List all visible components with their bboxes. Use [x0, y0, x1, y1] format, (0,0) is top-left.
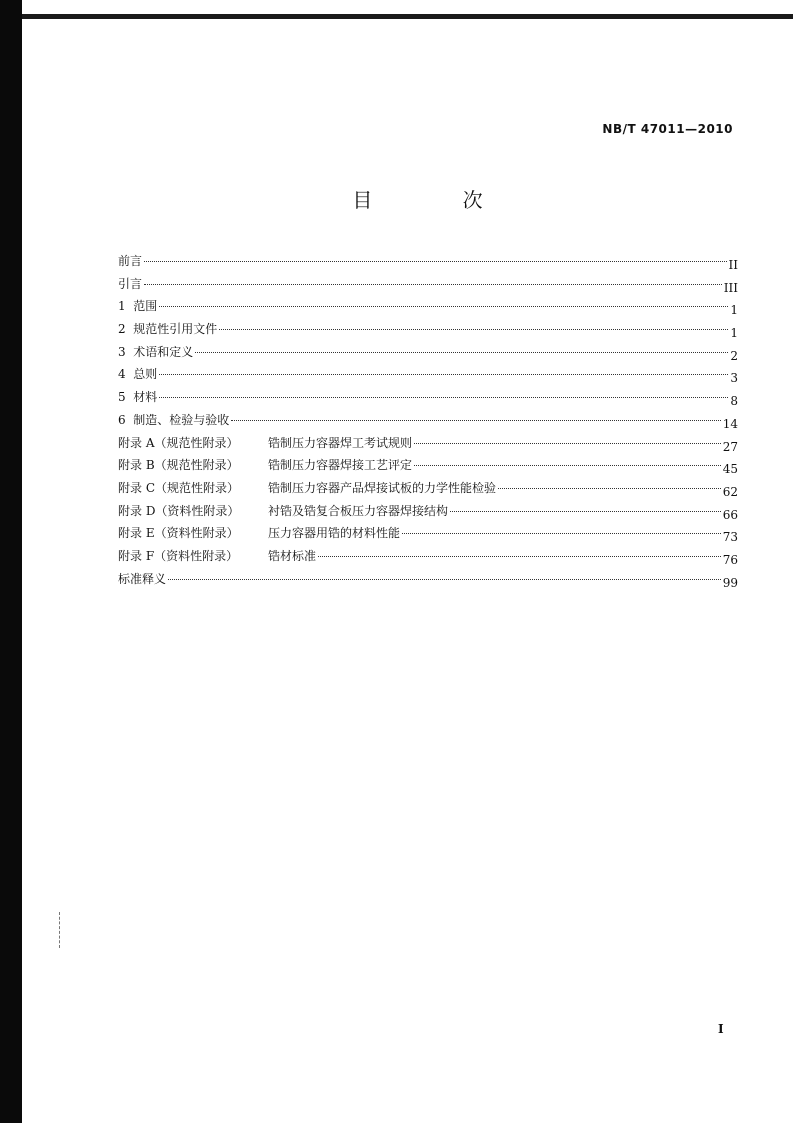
toc-leader-dots — [219, 329, 728, 330]
toc-entry[interactable] — [118, 386, 738, 409]
toc-entry[interactable] — [118, 363, 738, 386]
toc-entry-label: 锆制压力容器焊工考试规则 — [268, 435, 413, 450]
toc-entry-page: 62 — [722, 484, 738, 499]
toc-entry-page: 1 — [730, 326, 738, 341]
toc-entry-label: 衬锆及锆复合板压力容器焊接结构 — [268, 503, 449, 518]
toc-entry-prefix: 附录 B（规范性附录） — [118, 458, 239, 473]
toc-entry[interactable] — [118, 500, 738, 523]
toc-entry[interactable] — [118, 568, 738, 591]
toc-leader-dots — [231, 420, 720, 421]
toc-entry-prefix: 附录 D（资料性附录） — [118, 503, 240, 518]
toc-entry-label: 3 术语和定义 — [118, 344, 194, 359]
toc-entry[interactable] — [118, 273, 738, 296]
toc-entry[interactable] — [118, 545, 738, 568]
toc-leader-dots — [144, 284, 722, 285]
scan-border-top — [22, 14, 793, 19]
toc-entry-label: 标准释义 — [118, 571, 167, 586]
scan-border-left — [0, 0, 22, 1123]
toc-entry-label: 5 材料 — [118, 390, 158, 405]
toc-leader-dots — [450, 511, 721, 512]
toc-leader-dots — [159, 374, 728, 375]
toc-entry-page: 45 — [722, 462, 738, 477]
toc-entry[interactable] — [118, 477, 738, 500]
toc-entry[interactable] — [118, 522, 738, 545]
toc-entry-page: 73 — [722, 530, 738, 545]
toc-entry-prefix: 附录 F（资料性附录） — [118, 548, 239, 563]
toc-entry-label: 6 制造、检验与验收 — [118, 412, 230, 427]
toc-leader-dots — [159, 397, 728, 398]
toc-entry-prefix: 附录 E（资料性附录） — [118, 526, 239, 541]
toc-entry-page: 66 — [722, 507, 738, 522]
toc-leader-dots — [318, 556, 721, 557]
toc-entry-label: 引言 — [118, 276, 143, 291]
toc-leader-dots — [168, 579, 721, 580]
toc-entry[interactable] — [118, 432, 738, 455]
toc-entry-page: 2 — [730, 348, 738, 363]
table-of-contents — [118, 250, 738, 590]
toc-entry-label: 2 规范性引用文件 — [118, 322, 218, 337]
toc-entry-page: 27 — [722, 439, 738, 454]
toc-leader-dots — [498, 488, 721, 489]
toc-leader-dots — [402, 533, 721, 534]
toc-entry-page: 76 — [722, 552, 738, 567]
toc-leader-dots — [414, 443, 721, 444]
toc-entry[interactable] — [118, 295, 738, 318]
toc-leader-dots — [195, 352, 728, 353]
standard-code: NB/T 47011—2010 — [602, 122, 733, 136]
page-number: I — [718, 1022, 724, 1036]
toc-leader-dots — [414, 465, 721, 466]
toc-entry[interactable] — [118, 409, 738, 432]
toc-entry-page: 8 — [730, 394, 738, 409]
toc-entry-prefix: 附录 A（规范性附录） — [118, 435, 239, 450]
page-title: 目 次 — [352, 188, 525, 212]
toc-leader-dots — [144, 261, 727, 262]
toc-entry[interactable] — [118, 341, 738, 364]
toc-entry-label: 锆制压力容器产品焊接试板的力学性能检验 — [268, 480, 497, 495]
toc-entry-page: III — [723, 280, 738, 295]
toc-entry-label: 锆制压力容器焊接工艺评定 — [268, 458, 413, 473]
toc-entry-label: 4 总则 — [118, 367, 158, 382]
toc-leader-dots — [159, 306, 728, 307]
toc-entry-page: 1 — [730, 303, 738, 318]
toc-entry-label: 锆材标准 — [268, 548, 317, 563]
toc-entry-page: 14 — [722, 416, 738, 431]
toc-entry[interactable] — [118, 318, 738, 341]
toc-entry-label: 前言 — [118, 254, 143, 268]
toc-entry[interactable] — [118, 454, 738, 477]
toc-entry-prefix: 附录 C（规范性附录） — [118, 480, 239, 495]
toc-entry-page: II — [728, 258, 738, 272]
margin-mark — [59, 912, 61, 948]
toc-entry-page: 3 — [730, 371, 738, 386]
toc-entry-label: 压力容器用锆的材料性能 — [268, 526, 401, 541]
toc-entry-label: 1 范围 — [118, 299, 158, 314]
toc-entry-page: 99 — [722, 575, 738, 590]
toc-entry[interactable] — [118, 250, 738, 273]
